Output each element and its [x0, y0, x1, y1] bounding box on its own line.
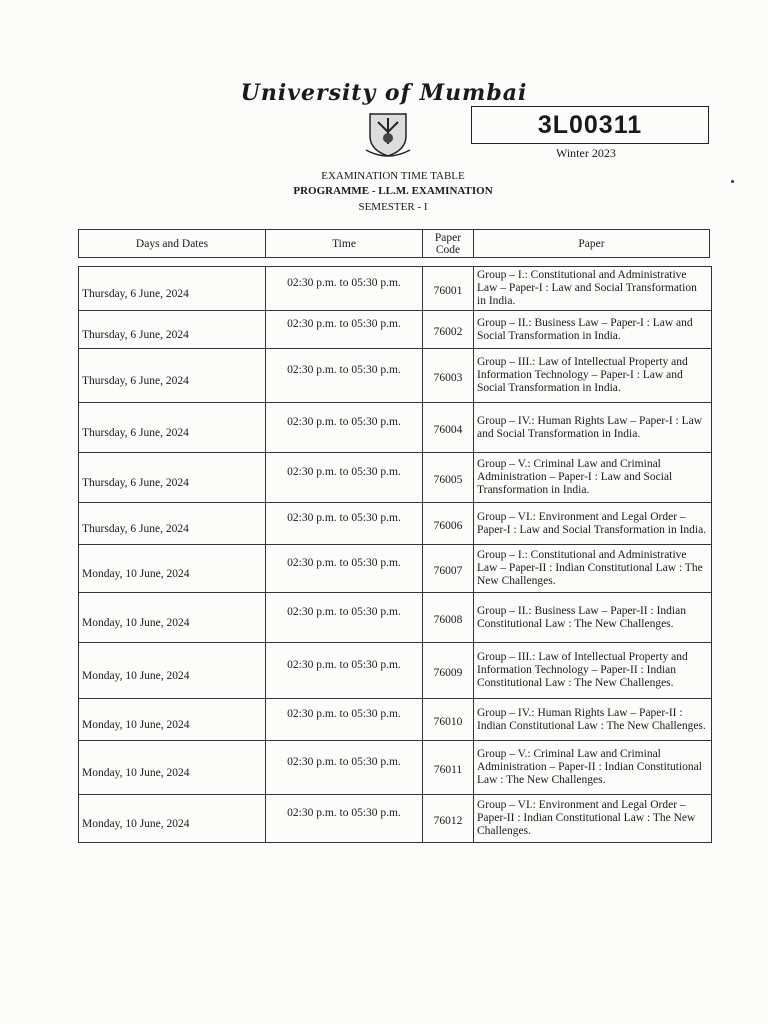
- row-time-cell: [266, 699, 423, 741]
- row-code-cell: [423, 503, 474, 545]
- row-paper: Group – VI.: Environment and Legal Order – Paper-II : Indian Constitutional Law : The New Challenges.: [474, 795, 712, 843]
- row-paper-code: 76002: [433, 325, 463, 338]
- row-date-cell: [79, 349, 266, 403]
- row-date: Thursday, 6 June, 2024: [82, 328, 189, 341]
- row-time: 02:30 p.m. to 05:30 p.m.: [287, 415, 401, 428]
- row-time: 02:30 p.m. to 05:30 p.m.: [287, 317, 401, 330]
- row-time: 02:30 p.m. to 05:30 p.m.: [287, 465, 401, 478]
- row-time: 02:30 p.m. to 05:30 p.m.: [287, 707, 401, 720]
- exam-session: Winter 2023: [556, 146, 616, 160]
- timetable: [78, 266, 712, 843]
- row-time: 02:30 p.m. to 05:30 p.m.: [287, 658, 401, 671]
- row-code-cell: [423, 545, 474, 593]
- row-date: Monday, 10 June, 2024: [82, 718, 190, 731]
- title-line-2: PROGRAMME - LL.M. EXAMINATION: [293, 185, 493, 197]
- table-row: [79, 311, 712, 349]
- row-time-cell: [266, 267, 423, 311]
- row-paper-code: 76009: [433, 666, 463, 679]
- row-paper-code: 76008: [433, 613, 463, 626]
- row-paper-code: 76011: [433, 763, 463, 776]
- timetable-header: [78, 229, 710, 258]
- table-row: [79, 545, 712, 593]
- row-paper: Group – II.: Business Law – Paper-II : Indian Constitutional Law : The New Challenges.: [474, 593, 712, 643]
- row-paper-code: 76010: [433, 715, 463, 728]
- table-row: [79, 453, 712, 503]
- row-date-cell: [79, 699, 266, 741]
- row-paper-code: 76012: [433, 814, 463, 827]
- row-paper-code: 76007: [433, 564, 463, 577]
- table-row: [79, 699, 712, 741]
- row-date: Thursday, 6 June, 2024: [82, 287, 189, 300]
- row-paper-code: 76003: [433, 371, 463, 384]
- row-paper: Group – III.: Law of Intellectual Property and Information Technology – Paper-II : Indian Constitutional Law : The New Challenges.: [474, 643, 712, 699]
- row-paper: Group – IV.: Human Rights Law – Paper-II : Indian Constitutional Law : The New Challenges.: [474, 699, 712, 741]
- table-row: [79, 741, 712, 795]
- table-row: [79, 593, 712, 643]
- column-header-paper: Paper: [474, 230, 710, 258]
- row-paper-code: 76001: [433, 284, 463, 297]
- column-header-days: Days and Dates: [79, 230, 266, 258]
- row-code-cell: [423, 699, 474, 741]
- row-paper: Group – II.: Business Law – Paper-I : Law and Social Transformation in India.: [474, 311, 712, 349]
- row-time-cell: [266, 795, 423, 843]
- row-time-cell: [266, 503, 423, 545]
- table-row: [79, 795, 712, 843]
- table-row: [79, 643, 712, 699]
- university-name: University of Mumbai: [240, 80, 528, 106]
- row-date-cell: [79, 593, 266, 643]
- row-paper-code: 76005: [433, 473, 463, 486]
- row-date-cell: [79, 311, 266, 349]
- row-code-cell: [423, 311, 474, 349]
- table-row: [79, 267, 712, 311]
- row-date-cell: [79, 643, 266, 699]
- row-date: Monday, 10 June, 2024: [82, 817, 190, 830]
- row-time-cell: [266, 643, 423, 699]
- row-time-cell: [266, 741, 423, 795]
- title-line-1: EXAMINATION TIME TABLE: [321, 170, 465, 182]
- row-time-cell: [266, 349, 423, 403]
- row-code-cell: [423, 795, 474, 843]
- row-time-cell: [266, 453, 423, 503]
- row-date-cell: [79, 503, 266, 545]
- row-code-cell: [423, 643, 474, 699]
- row-date-cell: [79, 267, 266, 311]
- row-code-cell: [423, 267, 474, 311]
- row-code-cell: [423, 741, 474, 795]
- row-time-cell: [266, 593, 423, 643]
- row-time: 02:30 p.m. to 05:30 p.m.: [287, 806, 401, 819]
- exam-code: 3L00311: [471, 106, 709, 144]
- column-header-time: Time: [266, 230, 423, 258]
- row-time: 02:30 p.m. to 05:30 p.m.: [287, 556, 401, 569]
- table-row: [79, 349, 712, 403]
- column-header-code: Paper Code: [423, 230, 474, 258]
- row-time: 02:30 p.m. to 05:30 p.m.: [287, 605, 401, 618]
- row-time-cell: [266, 403, 423, 453]
- row-date: Monday, 10 June, 2024: [82, 669, 190, 682]
- row-paper: Group – V.: Criminal Law and Criminal Administration – Paper-II : Indian Constitutional Law : The New Challenges.: [474, 741, 712, 795]
- row-paper: Group – I.: Constitutional and Administrative Law – Paper-I : Law and Social Transformation in India.: [474, 267, 712, 311]
- row-paper: Group – I.: Constitutional and Administrative Law – Paper-II : Indian Constitutional Law : The New Challenges.: [474, 545, 712, 593]
- row-date: Thursday, 6 June, 2024: [82, 374, 189, 387]
- row-date-cell: [79, 545, 266, 593]
- row-time: 02:30 p.m. to 05:30 p.m.: [287, 755, 401, 768]
- row-date: Thursday, 6 June, 2024: [82, 476, 189, 489]
- row-time: 02:30 p.m. to 05:30 p.m.: [287, 276, 401, 289]
- row-time-cell: [266, 545, 423, 593]
- row-date: Thursday, 6 June, 2024: [82, 522, 189, 535]
- row-date-cell: [79, 741, 266, 795]
- university-crest-icon: [364, 110, 412, 160]
- row-date: Monday, 10 June, 2024: [82, 567, 190, 580]
- row-date-cell: [79, 795, 266, 843]
- row-paper: Group – III.: Law of Intellectual Property and Information Technology – Paper-I : Law and Social Transformation in India.: [474, 349, 712, 403]
- row-time-cell: [266, 311, 423, 349]
- row-paper-code: 76006: [433, 519, 463, 532]
- title-line-3: SEMESTER - I: [358, 201, 428, 213]
- row-date: Monday, 10 June, 2024: [82, 766, 190, 779]
- row-code-cell: [423, 403, 474, 453]
- row-date-cell: [79, 403, 266, 453]
- row-date-cell: [79, 453, 266, 503]
- row-date: Thursday, 6 June, 2024: [82, 426, 189, 439]
- row-code-cell: [423, 593, 474, 643]
- row-date: Monday, 10 June, 2024: [82, 616, 190, 629]
- row-code-cell: [423, 349, 474, 403]
- row-code-cell: [423, 453, 474, 503]
- row-paper-code: 76004: [433, 423, 463, 436]
- table-row: [79, 403, 712, 453]
- row-paper: Group – IV.: Human Rights Law – Paper-I : Law and Social Transformation in India.: [474, 403, 712, 453]
- row-paper: Group – V.: Criminal Law and Criminal Administration – Paper-I : Law and Social Transformation in India.: [474, 453, 712, 503]
- row-time: 02:30 p.m. to 05:30 p.m.: [287, 511, 401, 524]
- row-paper: Group – VI.: Environment and Legal Order – Paper-I : Law and Social Transformation in India.: [474, 503, 712, 545]
- table-row: [79, 503, 712, 545]
- row-time: 02:30 p.m. to 05:30 p.m.: [287, 363, 401, 376]
